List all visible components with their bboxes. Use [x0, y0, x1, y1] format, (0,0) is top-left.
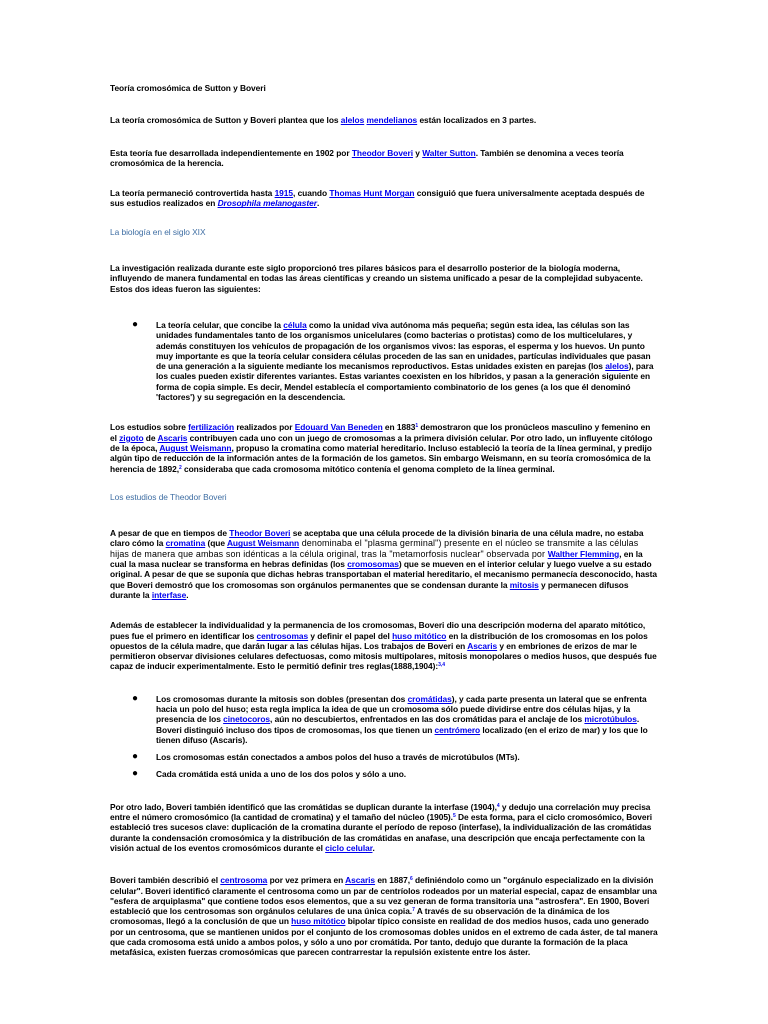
link-theodor-boveri-2[interactable]: Theodor Boveri: [229, 528, 291, 539]
link-walther-flemming[interactable]: Walther Flemming: [547, 548, 620, 559]
link-alelos[interactable]: alelos: [340, 115, 365, 126]
paragraph-centrosoma: Boveri también describió el centrosoma por vez primera en Ascaris en 1887,$^6$ definiéndolo como un "orgánulo especializado en la división celular". Boveri identificó claramente el centrosoma como un par de centríolos rodeados por un material especial, capaz de ensamblar una "esfera de arquiplasma" que contiene todos esos elementos, que a su vez generan de forma transitoria una "astrosfera". En 1900, Boveri estableció que los centrosomas son orgánulos celulares de una única copia.$^7$ A través de su observación de la dinámica de los cromosomas, llegó a la conclusión de que un huso mitótico bipolar típico consiste en realidad de dos medios husos, cada uno generado por un centrosoma, que se mantienen unidos por el conjunto de los cromosomas dobles unidos en el extremo de cada áster, de tal manera que cada cromosoma está unido a ambos polos, y sólo a uno por cromátida. Por tanto, dedujo que durante la formación de la placa metafásica, existen fuerzas cromosómicas que parecen contrarrestar la repulsión existente entre los áster.: [110, 875, 658, 958]
link-fertilizacion[interactable]: fertilización: [188, 422, 235, 433]
reference-6[interactable]: 6: [409, 876, 413, 883]
link-centrosoma[interactable]: centrosoma: [220, 875, 268, 886]
list-item: ● La teoría celular, que concibe la célula como la unidad viva autónoma más pequeña; según esta idea, las células son las unidades fundamentales tanto de los organismos unicelulares (como bacterias o protistas) como de los multicelulares, y además constituyen los vehículos de propagación de los organismos vivos: las esporas, el esperma y los huevos. Un punto muy importante es que la teoría celular considera células proceden de las san en unidades, partículas individuales que pasan de una generación a la siguiente mediante los mecanismos reproductivos. Estas unidades existen en parejas (los alelos), para los cuales pueden existir diferentes variantes. Estas variantes coexisten en los híbridos, y pasan a la generación siguiente en forma de copia simple. Es decir, Mendel establecía el comportamiento combinatorio de los genes (a los que él denominó 'factores') y su segregación en la descendencia.: [132, 318, 654, 403]
link-august-weismann[interactable]: August Weismann: [159, 442, 232, 453]
paragraph-fertilizacion: Los estudios sobre fertilización realizados por Edouard Van Beneden en 1883$^1$ demostraron que los pronúcleos masculino y femenino en el zigoto de Ascaris contribuyen cada uno con un juego de cromosomas a la primera división celular. Por otro lado, un influyente citólogo de la época, August Weismann, propuso la cromatina como material hereditario. Incluso estableció la teoría de la línea germinal, y predijo algún tipo de reducción de la información antes de la formación de los gametos. Sin embargo Weismann, en su teoría cromosómica de la herencia de 1892,$^2$ consideraba que cada cromosoma mitótico contenía el genoma completo de la línea germinal.: [110, 422, 653, 474]
document-title: Teoría cromosómica de Sutton y Boveri: [110, 83, 266, 93]
link-ciclo-celular[interactable]: ciclo celular: [325, 842, 373, 853]
bullet-icon: ●: [132, 318, 138, 330]
reference-7[interactable]: 7: [412, 907, 415, 914]
link-walter-sutton[interactable]: Walter Sutton: [422, 147, 476, 158]
link-centrosomas[interactable]: centrosomas: [256, 630, 309, 641]
section-heading-biologia: La biología en el siglo XIX: [110, 226, 206, 237]
bullet-icon: ●: [132, 692, 138, 704]
reference-5[interactable]: 5: [452, 813, 456, 820]
paragraph-intro: La teoría cromosómica de Sutton y Boveri plantea que los alelos mendelianos están localizados en 3 partes.: [110, 115, 537, 126]
link-zigoto[interactable]: zigoto: [119, 432, 144, 443]
bullet-list-teoria: [110, 320, 658, 402]
link-edouard-van-beneden[interactable]: Edouard Van Beneden: [294, 422, 383, 433]
link-celula[interactable]: célula: [283, 319, 307, 330]
paragraph-controversy: La teoría permaneció controvertida hasta 1915, cuando Thomas Hunt Morgan consiguió que fuera universalmente aceptada después de sus estudios realizados en Drosophila melanogaster.: [110, 188, 645, 209]
link-august-weismann-2[interactable]: August Weismann: [226, 538, 300, 549]
link-microtubulos[interactable]: microtúbulos: [584, 714, 637, 725]
link-mitosis[interactable]: mitosis: [509, 579, 539, 590]
link-huso-mitotico-2[interactable]: huso mitótico: [291, 916, 346, 927]
link-alelos-2[interactable]: alelos: [605, 361, 629, 372]
link-ascaris-3[interactable]: Ascaris: [345, 875, 376, 886]
link-cromosomas[interactable]: cromosomas: [347, 559, 399, 570]
reference-4[interactable]: 4: [496, 802, 500, 809]
paragraph-boveri-cromatina: A pesar de que en tiempos de Theodor Boveri se aceptaba que una célula procede de la división binaria de una célula madre, no estaba claro cómo la cromatina (que August Weismann denominaba el "plasma germinal") presente en el núcleo se transmite a las células hijas de manera que ambas son idénticas a la célula original, tras la "metamorfosis nuclear" observada por Walther Flemming, en la cual la masa nuclear se transforma en hebras definidas (los cromosomas) que se mueven en el interior celular y luego vuelve a su estado original. A pesar de que se suponía que dichas hebras transportaban el material hereditario, el mecanismo permanecía desconocido, hasta que Boveri demostró que los cromosomas son orgánulos permanentes que se condensan durante la mitosis y permanecen difusos durante la interfase.: [110, 528, 657, 600]
reference-2[interactable]: 2: [178, 464, 182, 471]
link-cromatina[interactable]: cromatina: [165, 538, 206, 549]
list-item: ● Los cromosomas durante la mitosis son dobles (presentan dos cromátidas), y cada parte presenta un lateral que se enfrenta hacia un polo del huso; esta regla implica la idea de que un cromosoma sólo puede dividirse entre dos células hijas, y la presencia de los cinetocoros, aún no descubiertos, enfrentados en las dos cromátidas para el anclaje de los microtúbulos. Boveri distinguió incluso dos tipos de cromosomas, los que tienen un centrómero localizado (en el erizo de mar) y los que lo tienen difuso (Ascaris).: [132, 692, 648, 745]
bullet-icon: ●: [132, 751, 138, 763]
bullet-icon: ●: [132, 768, 138, 780]
link-ascaris[interactable]: Ascaris: [157, 432, 188, 443]
bullet-list-reglas: [110, 694, 658, 780]
paragraph-ciclo-cromosomico: Por otro lado, Boveri también identificó que las cromátidas se duplican durante la interfase (1904),$^4$ y dedujo una correlación muy precisa entre el número cromosómico (la cantidad de cromatina) y el tamaño del núcleo (1905).$^5$ De esta forma, para el ciclo cromosómico, Boveri estableció tres sucesos clave: duplicación de la cromatina durante el período de reposo (interfase), la individualización de las cromátidas durante la condensación cromosómica y la distribución de las cromátidas en anafase, una descripción que encaja perfectamente con la visión actual de los eventos cromosómicos durante el ciclo celular.: [110, 801, 652, 853]
link-interfase[interactable]: interfase: [151, 589, 187, 600]
link-cromatidas[interactable]: cromátidas: [407, 693, 452, 704]
list-item: ● Cada cromátida está unida a uno de los dos polos y sólo a uno.: [132, 768, 407, 780]
link-centromero[interactable]: centrómero: [434, 724, 481, 735]
paragraph-aparato-mitotico: Además de establecer la individualidad y la permanencia de los cromosomas, Boveri dio una descripción moderna del aparato mitótico, pues fue el primero en identificar los centrosomas y definir el papel del huso mitótico en la distribución de los cromosomas en los polos opuestos de la célula madre, que darán lugar a las células hijas. Los trabajos de Boveri en Ascaris y en embriones de erizos de mar le permitieron observar divisiones celulares defectuosas, como mitosis multipolares, mitosis monopolares o medios husos, que después fue capaz de inducir experimentalmente. Esto le permitió definir tres reglas(1888,1904):$^{3,4}$: [110, 620, 657, 672]
link-theodor-boveri[interactable]: Theodor Boveri: [351, 147, 414, 158]
document-body: [110, 83, 658, 958]
paragraph-investigacion: La investigación realizada durante este siglo proporcionó tres pilares básicos para el desarrollo posterior de la biología moderna, influyendo de manera fundamental en todas las áreas científicas y creando un sistema unificado a pesar de la complejidad subyacente. Estos dos ideas fueron las siguientes:: [110, 263, 643, 294]
link-ascaris-2[interactable]: Ascaris: [467, 640, 498, 651]
paragraph-origin: Esta teoría fue desarrollada independientemente en 1902 por Theodor Boveri y Walter Sutton. También se denomina a veces teoría cromosómica de la herencia.: [110, 147, 624, 168]
link-drosophila[interactable]: Drosophila melanogaster: [217, 198, 317, 209]
list-item: ● Los cromosomas están conectados a ambos polos del huso a través de microtúbulos (MTs).: [132, 751, 520, 763]
reference-3-4[interactable]: 3,4: [438, 662, 445, 669]
link-cinetocoros[interactable]: cinetocoros: [223, 714, 271, 725]
section-heading-boveri: Los estudios de Theodor Boveri: [110, 491, 227, 502]
link-mendelianos[interactable]: mendelianos: [366, 115, 418, 126]
link-1915[interactable]: 1915: [274, 188, 294, 199]
link-huso-mitotico[interactable]: huso mitótico: [392, 630, 447, 641]
link-thomas-hunt-morgan[interactable]: Thomas Hunt Morgan: [329, 188, 415, 199]
reference-1[interactable]: 1: [415, 423, 419, 430]
